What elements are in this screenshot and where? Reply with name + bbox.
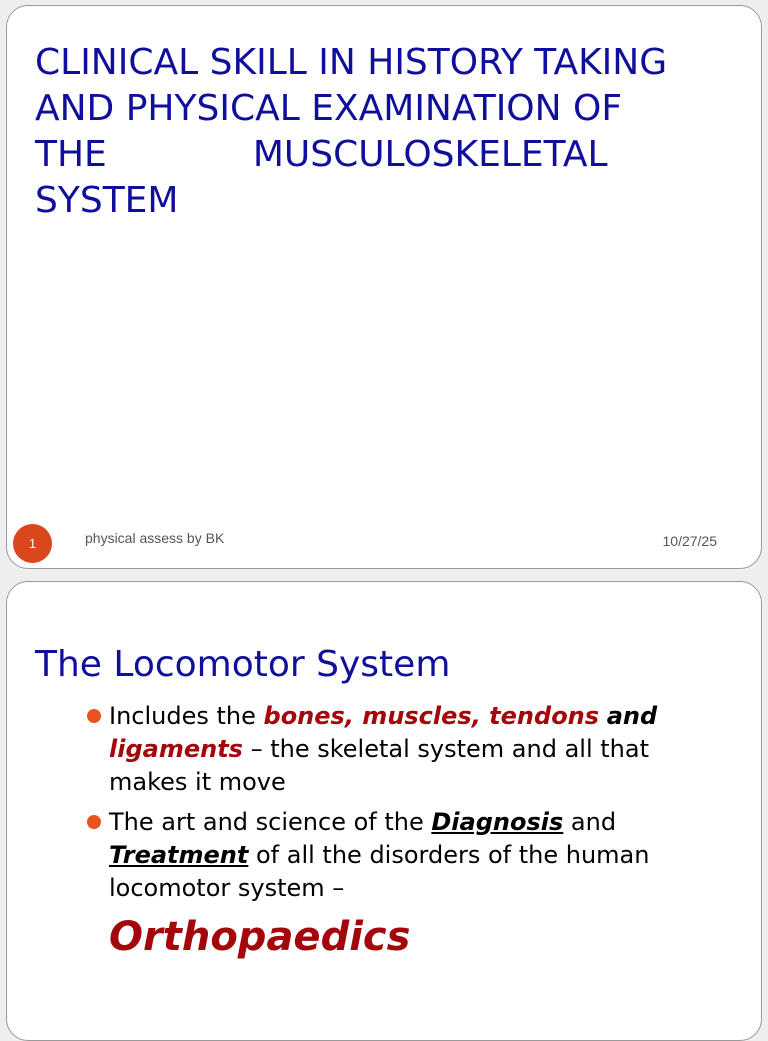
footer-text: physical assess by BK bbox=[85, 530, 225, 546]
slide-number-badge: 1 bbox=[13, 524, 52, 563]
bullet-text: The art and science of the bbox=[109, 808, 432, 836]
title-line-2: AND PHYSICAL EXAMINATION OF bbox=[35, 88, 623, 129]
bullet-text: Includes the bbox=[109, 702, 264, 730]
slide-title bbox=[35, 40, 725, 224]
title-word-the: THE bbox=[35, 134, 107, 175]
bullet-emphasis: Treatment bbox=[109, 841, 249, 869]
slide-title: The Locomotor System bbox=[35, 644, 451, 685]
bullet-text: – the skeletal system and all that makes it move bbox=[109, 735, 649, 796]
orthopaedics-heading: Orthopaedics bbox=[109, 914, 411, 960]
title-line-1: CLINICAL SKILL IN HISTORY TAKING bbox=[35, 42, 668, 83]
bullet-dot-icon bbox=[87, 815, 101, 829]
bullet-emphasis: Diagnosis bbox=[431, 808, 564, 836]
slide-2 bbox=[6, 581, 762, 1041]
bullet-item bbox=[85, 700, 705, 799]
bullet-emphasis: ligaments bbox=[109, 735, 243, 763]
footer-date: 10/27/25 bbox=[662, 533, 717, 549]
bullet-dot-icon bbox=[87, 709, 101, 723]
bullet-text: of all the disorders of the human locomotor system – bbox=[109, 841, 650, 902]
bullet-emphasis: bones, muscles, tendons bbox=[263, 702, 600, 730]
bullet-emphasis: and bbox=[606, 702, 658, 730]
title-line-4: SYSTEM bbox=[35, 180, 179, 221]
bullet-text: and bbox=[563, 808, 617, 836]
title-line-3 bbox=[35, 132, 725, 178]
title-word-musculoskeletal: MUSCULOSKELETAL bbox=[252, 134, 608, 175]
slide-1 bbox=[6, 5, 762, 569]
bullet-item bbox=[85, 806, 705, 965]
bullet-space bbox=[599, 702, 607, 730]
bullet-list bbox=[85, 700, 705, 972]
